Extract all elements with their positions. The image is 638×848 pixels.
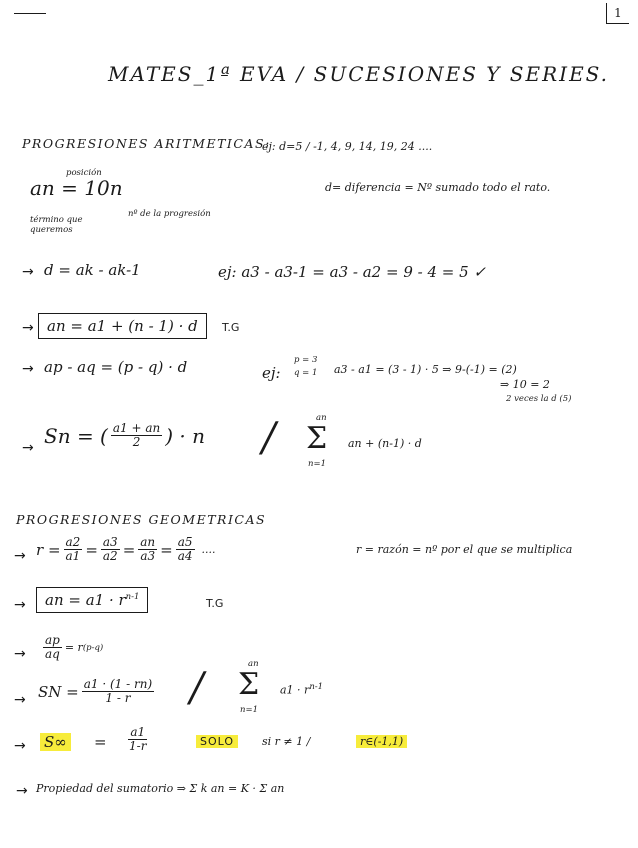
- geom-sn-label: SN =: [38, 682, 79, 701]
- ap-aq-example-line3: 2 veces la d (5): [506, 394, 572, 404]
- geom-r-definition: r = $\frac{a2}{a1}$ = $\frac{a3}{a2}$ = $\frac{an}{a3}$ = $\frac{a5}{a4}$ ....: [36, 535, 216, 564]
- top-margin-mark: [14, 13, 46, 14]
- s-infinity-fraction: [124, 726, 151, 753]
- sigma-icon: Σ: [306, 421, 328, 456]
- geom-sn-fraction: [82, 678, 154, 705]
- arrow-icon: →: [14, 548, 26, 564]
- geom-sum-body-text: a1 · r: [280, 683, 310, 697]
- ratio-den: a2: [102, 549, 118, 564]
- arrow-icon: →: [14, 738, 26, 754]
- arrow-icon: →: [22, 264, 34, 280]
- arith-tg-tag: T.G: [222, 321, 240, 334]
- ap-aq-p: p = 3: [294, 355, 318, 365]
- ratio-prop-den: aq: [45, 647, 60, 662]
- ap-aq-ej: ej:: [262, 364, 281, 382]
- arrow-icon: →: [14, 597, 26, 613]
- condition-highlight: r∈(-1,1): [356, 735, 407, 748]
- geom-tg-tag: T.G: [206, 597, 224, 610]
- s-infinity-num: a1: [130, 725, 146, 739]
- sn-left: Sn = (: [44, 423, 108, 448]
- separator-slash: /: [190, 665, 204, 711]
- sn-numerator: a1 + an: [112, 421, 161, 435]
- ratio-den: a1: [65, 549, 81, 564]
- ap-aq-example-line2: ⇒ 10 = 2: [500, 378, 550, 391]
- arrow-icon: →: [22, 440, 34, 456]
- an-note-position: posición: [66, 168, 102, 178]
- geom-sum-bottom: n=1: [240, 705, 259, 715]
- ratio-num: a5: [177, 535, 193, 549]
- arith-example: ej: d=5 / -1, 4, 9, 14, 19, 24 ....: [262, 140, 433, 153]
- equals-sign: =: [94, 733, 107, 751]
- ratio-den: a3: [140, 549, 156, 564]
- arith-general-term: an = a1 + (n - 1) · d: [38, 313, 207, 339]
- arith-sum-body: an + (n-1) · d: [348, 437, 422, 450]
- condition-text: si r ≠ 1 /: [262, 735, 311, 748]
- sigma-icon: Σ: [238, 667, 260, 702]
- s-infinity-label: S∞: [40, 733, 71, 751]
- arith-sum-bottom: n=1: [308, 459, 327, 469]
- geom-sn-den: 1 - r: [105, 691, 131, 706]
- ratio-fraction-4: [176, 536, 195, 563]
- arith-sum-top: an: [316, 413, 327, 423]
- page-title: MATES_1ª EVA / SUCESIONES Y SERIES.: [108, 62, 610, 86]
- ratio-num: a3: [102, 535, 118, 549]
- page-number: 1: [606, 3, 629, 24]
- d-definition: d= diferencia = Nº sumado todo el rato.: [325, 181, 551, 194]
- geom-ratio-property: [40, 634, 103, 661]
- d-example: ej: a3 - a3-1 = a3 - a2 = 9 - 4 = 5 ✓: [218, 263, 487, 281]
- arrow-icon: →: [14, 646, 26, 662]
- geom-sum-top: an: [248, 659, 259, 669]
- sn-denominator: 2: [132, 435, 141, 450]
- separator-slash: /: [262, 415, 276, 461]
- ratio-prop-rhs: = r: [64, 641, 83, 655]
- ratio-fraction-2: [101, 536, 120, 563]
- geom-tg-formula: an = a1 · r: [45, 591, 126, 609]
- an-note-n: nº de la progresión: [128, 209, 211, 219]
- ap-aq-example-line1: a3 - a1 = (3 - 1) · 5 ⇒ 9-(-1) = (2): [334, 363, 517, 376]
- solo-label: SOLO: [196, 735, 238, 748]
- ratio-prop-exp: (p-q): [82, 642, 104, 653]
- sn-fraction: [111, 422, 162, 449]
- arrow-icon: →: [22, 320, 34, 336]
- geom-heading: PROGRESIONES GEOMETRICAS: [16, 512, 267, 527]
- r-note: r = razón = nº por el que se multiplica: [356, 543, 573, 556]
- d-formula: d = ak - ak-1: [44, 261, 141, 279]
- arith-sn-formula: [44, 422, 205, 449]
- arrow-icon: →: [14, 692, 26, 708]
- an-main-formula: an = 10n: [30, 176, 123, 200]
- ap-aq-formula: ap - aq = (p - q) · d: [44, 358, 188, 376]
- sn-right: ) · n: [165, 423, 205, 448]
- ratio-prop-num: ap: [45, 633, 60, 647]
- geom-sn-num: a1 · (1 - rn): [83, 677, 153, 691]
- s-infinity-den: 1-r: [129, 739, 147, 754]
- arrow-icon: →: [22, 361, 34, 377]
- an-note-term: término que queremos: [30, 215, 83, 235]
- ratio-fraction-3: [138, 536, 157, 563]
- geom-tg-exponent: n-1: [125, 592, 140, 602]
- ratio-fraction-1: [64, 536, 83, 563]
- geom-sum-exp: n-1: [309, 682, 324, 692]
- geom-general-term: [36, 587, 148, 613]
- sum-property: Propiedad del sumatorio ⇒ Σ k an = K · Σ an: [36, 782, 285, 795]
- ratio-num: a2: [65, 535, 81, 549]
- geom-sn-formula: [38, 678, 157, 705]
- s-infinity-frac: [127, 726, 148, 753]
- ap-aq-q: q = 1: [294, 368, 318, 378]
- ratio-dots: ....: [201, 543, 216, 557]
- r-prefix: r =: [36, 540, 61, 559]
- arith-heading: PROGRESIONES ARITMETICAS:: [22, 136, 271, 151]
- ratio-den: a4: [177, 549, 193, 564]
- ap-aq-fraction: [43, 634, 62, 661]
- arrow-icon: →: [16, 783, 28, 799]
- geom-sum-body: [280, 682, 323, 697]
- ratio-num: an: [140, 535, 156, 549]
